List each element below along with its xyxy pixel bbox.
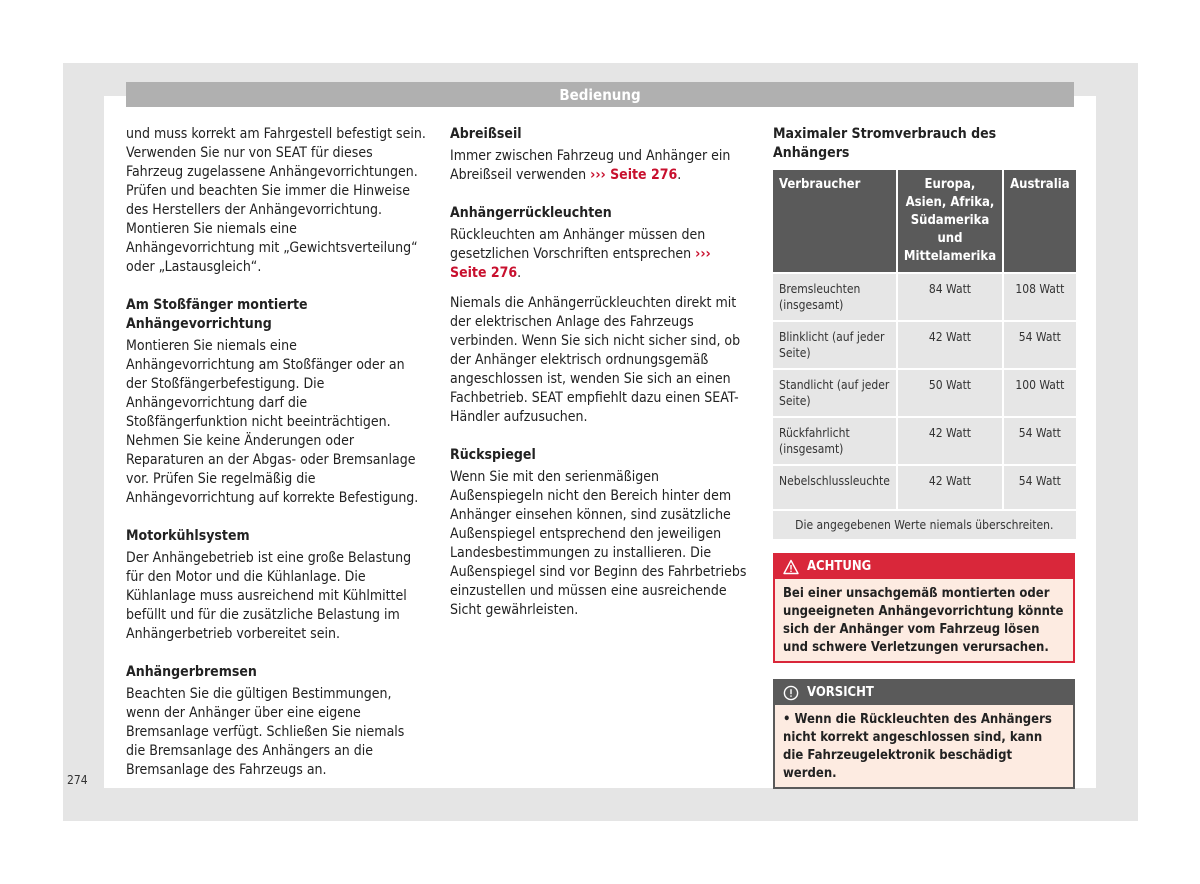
heading-trailer-taillights: Anhängerrückleuchten	[450, 205, 612, 221]
table-cell: 50 Watt	[898, 370, 1004, 418]
table-cell: Blinklicht (auf jeder Seite)	[773, 322, 898, 370]
paragraph-breakaway-cable: Immer zwischen Fahrzeug und Anhänger ein Abreißseil verwenden ››› Seite 276.	[450, 148, 731, 183]
table-cell: 42 Watt	[898, 466, 1004, 511]
page-number: 274	[67, 773, 88, 787]
table-row	[773, 466, 1076, 511]
warning-triangle-icon	[783, 559, 799, 575]
table-cell: Bremsleuchten (insgesamt)	[773, 274, 898, 322]
caution-label: VORSICHT	[807, 685, 874, 700]
table-cell: 54 Watt	[1004, 418, 1076, 466]
table-row	[773, 370, 1076, 418]
section-header: Bedienung	[126, 82, 1074, 107]
warning-text: Bei einer unsachgemäß montierten oder ungeeigneten Anhängevorrichtung könnte sich der Anhänger vom Fahrzeug lösen und schwere Verletzungen verursachen.	[783, 586, 1064, 655]
table-row	[773, 322, 1076, 370]
paragraph-bumper-towbar: Montieren Sie niemals eine Anhängevorrichtung am Stoßfänger oder an der Stoßfängerbefestigung. Die Anhängevorrichtung darf die Stoßfängerfunktion nicht beeinträchtigen. Nehmen Sie keine Änderungen oder Reparaturen an der Abgas- oder Bremsanlage vor. Prüfen Sie regelmäßig die Anhängevorrichtung auf korrekte Befestigung.	[126, 338, 419, 506]
warning-box	[773, 553, 1075, 663]
power-consumption-table	[773, 170, 1076, 541]
table-cell: 54 Watt	[1004, 466, 1076, 511]
heading-trailer-brakes: Anhängerbremsen	[126, 664, 257, 680]
column-left	[126, 125, 426, 791]
table-row	[773, 274, 1076, 322]
warning-header	[775, 555, 1073, 579]
table-note: Die angegebenen Werte niemals überschreiten.	[773, 511, 1076, 541]
table-cell: 108 Watt	[1004, 274, 1076, 322]
caution-text: • Wenn die Rückleuchten des Anhängers nicht korrekt angeschlossen sind, kann die Fahrzeugelektronik beschädigt werden.	[783, 712, 1052, 781]
intro-paragraph: und muss korrekt am Fahrgestell befestigt sein. Verwenden Sie nur von SEAT für dieses Fahrzeug zugelassene Anhängevorrichtungen. Prüfen und beachten Sie immer die Hinweise des Herstellers der Anhängevorrichtung. Montieren Sie niemals eine Anhängevorrichtung mit „Gewichtsverteilung“ oder „Lastausgleich“.	[126, 126, 426, 275]
table-cell: 54 Watt	[1004, 322, 1076, 370]
table-cell: 84 Watt	[898, 274, 1004, 322]
page-link-276[interactable]: ››› Seite 276	[590, 167, 678, 183]
column-right	[773, 125, 1075, 789]
table-cell: 100 Watt	[1004, 370, 1076, 418]
paragraph-engine-cooling: Der Anhängebetrieb ist eine große Belastung für den Motor und die Kühlanlage. Die Kühlanlage muss ausreichend mit Kühlmittel befüllt und für die zusätzliche Belastung im Anhängerbetrieb vorbereitet sein.	[126, 550, 412, 642]
table-row	[773, 418, 1076, 466]
caution-header	[775, 681, 1073, 705]
paragraph-trailer-brakes: Beachten Sie die gültigen Bestimmungen, wenn der Anhänger über eine eigene Bremsanlage verfügt. Schließen Sie niemals die Bremsanlage des Anhängers an die Bremsanlage des Fahrzeugs an.	[126, 686, 405, 778]
table-cell: Rückfahrlicht (insgesamt)	[773, 418, 898, 466]
warning-label: ACHTUNG	[807, 559, 872, 574]
table-note-row	[773, 511, 1076, 541]
column-header: Verbraucher	[773, 170, 898, 274]
column-middle	[450, 125, 750, 631]
table-header-row	[773, 170, 1076, 274]
exclamation-circle-icon	[783, 685, 799, 701]
heading-bumper-towbar: Am Stoßfänger montierte Anhängevorrichtung	[126, 297, 308, 332]
caution-box	[773, 679, 1075, 789]
table-cell: 42 Watt	[898, 418, 1004, 466]
table-title: Maximaler Stromverbrauch des Anhängers	[773, 126, 997, 161]
table-cell: Standlicht (auf jeder Seite)	[773, 370, 898, 418]
page-link-276[interactable]: ››› Seite 276	[450, 246, 711, 281]
heading-breakaway-cable: Abreißseil	[450, 126, 522, 142]
column-header: Europa, Asien, Afrika, Südamerika und Mittelamerika	[898, 170, 1004, 274]
column-header: Australia	[1004, 170, 1076, 274]
table-cell: 42 Watt	[898, 322, 1004, 370]
table-cell: Nebelschlussleuchte	[773, 466, 898, 511]
paragraph-mirrors: Wenn Sie mit den serienmäßigen Außenspiegeln nicht den Bereich hinter dem Anhänger einsehen können, sind zusätzliche Außenspiegel entsprechend den jeweiligen Landesbestimmungen zu installieren. Die Außenspiegel sind vor Beginn des Fahrbetriebs einzustellen und müssen eine ausreichende Sicht gewährleisten.	[450, 469, 747, 618]
heading-engine-cooling: Motorkühlsystem	[126, 528, 250, 544]
heading-mirrors: Rückspiegel	[450, 447, 536, 463]
paragraph-taillight-wiring: Niemals die Anhängerrückleuchten direkt mit der elektrischen Anlage des Fahrzeugs verbinden. Wenn Sie sich nicht sicher sind, ob der Anhänger elektrisch ordnungsgemäß angeschlossen ist, wenden Sie sich an einen Fachbetrieb. SEAT empfiehlt dazu einen SEAT-Händler aufzusuchen.	[450, 295, 741, 425]
paragraph-trailer-taillights: Rückleuchten am Anhänger müssen den gesetzlichen Vorschriften entsprechen ››› Seite 276.	[450, 227, 711, 281]
